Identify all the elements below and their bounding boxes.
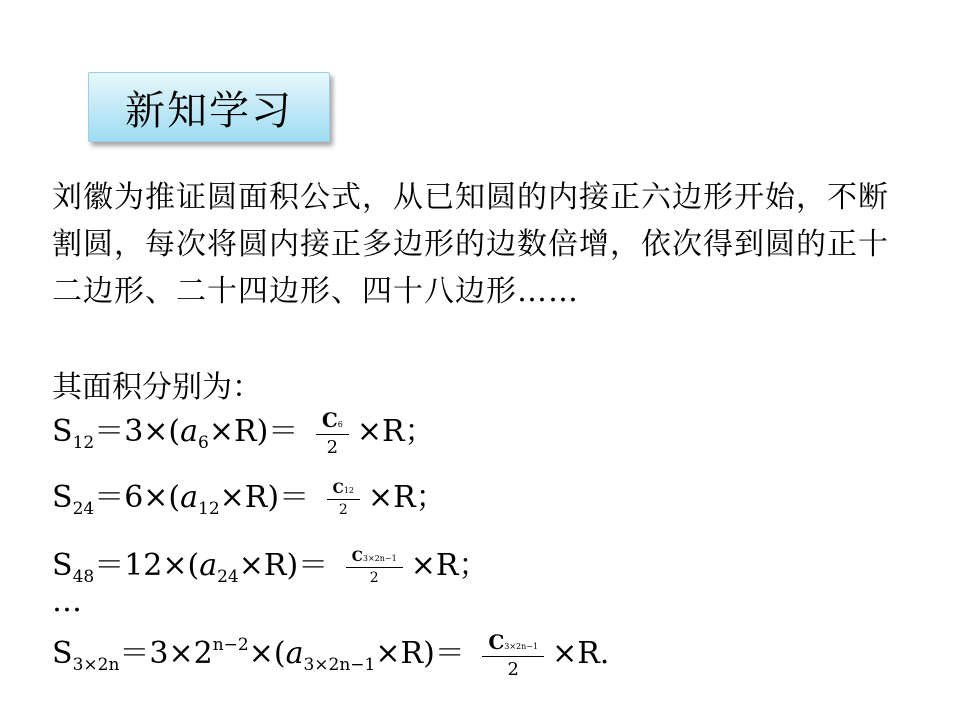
- formula-s48: $S_{48}=12\times(a_{24}\times R)=$ $\frac{C3\times 2n-1}{2}$ ×R；: [52, 548, 489, 587]
- section-title-box: [88, 72, 330, 142]
- formula-s12: $S_{12}=3\times(a_6\times R)=$ $\frac{C6}{2}$ ×R；: [52, 408, 435, 458]
- ellipsis: …: [52, 584, 82, 619]
- fraction-general-over-2: $\frac{C3\times 2n-1}{2}$: [482, 630, 544, 680]
- fraction-c12-over-2: $\frac{C12}{2}$: [327, 481, 360, 518]
- fraction-c6-over-2: $\frac{C6}{2}$: [316, 408, 349, 458]
- area-intro: 其面积分别为：: [52, 370, 262, 405]
- formula-general: $S_{3\times 2n}=3\times 2^{n-2}\times(a_{3\times 2n-1}\times R)=$ $\frac{C3\times 2n-1}{2}$ ×R.: [52, 630, 610, 680]
- fraction-c48-over-2: $\frac{C3\times 2n-1}{2}$: [346, 549, 403, 586]
- section-title: 新知学习: [125, 87, 293, 134]
- formula-s24: $S_{24}=6\times(a_{12}\times R)=$ $\frac{C12}{2}$ ×R；: [52, 480, 446, 519]
- intro-paragraph: 刘徽为推证圆面积公式，从已知圆的内接正六边形开始，不断割圆，每次将圆内接正多边形的边数倍增，依次得到圆的正十二边形、二十四边形、四十八边形……: [52, 180, 889, 309]
